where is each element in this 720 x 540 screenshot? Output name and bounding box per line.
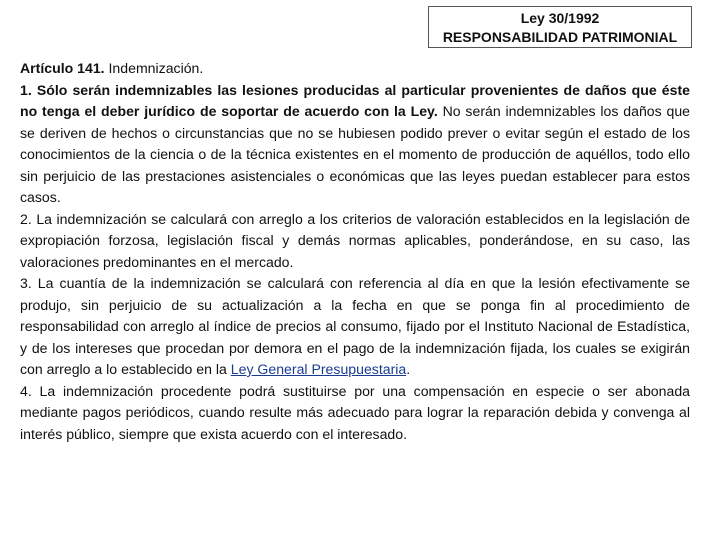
paragraph-3-start: 3. La cuantía de la indemnización se calculará con referencia al día en que la lesión efectivamente se produjo, sin perjuicio de su actualización a la fecha en que se ponga fin al procedimiento de responsabilidad con arreglo al índice de precios al consumo, fijado por el Instituto Nacional de Estadística, y de los intereses que procedan por demora en el pago de la indemnización fijada, los cuales se exigirán con arreglo a lo establecido en la [20, 275, 690, 377]
article-label: Artículo 141. [20, 60, 105, 76]
paragraph-3-end: . [406, 361, 411, 377]
paragraph-4: 4. La indemnización procedente podrá sustituirse por una compensación en especie o ser abonada mediante pagos periódicos, cuando resulte más adecuado para lograr la reparación debida y convenga al interés público, siempre que exista acuerdo con el interesado. [20, 382, 690, 442]
article-title: Indemnización. [108, 60, 204, 76]
ley-general-presupuestaria-link[interactable]: Ley General Presupuestaria [230, 361, 407, 377]
law-number: Ley 30/1992 [520, 10, 600, 26]
paragraph-3 [20, 273, 690, 381]
article-body [20, 58, 690, 445]
law-subject: RESPONSABILIDAD PATRIMONIAL [442, 29, 678, 45]
paragraph-1-rest: No serán indemnizables los daños que se deriven de hechos o circunstancias que no se hubiesen podido prever o evitar según el estado de los conocimientos de la ciencia o de la técnica existentes en el momento de producción de aquéllos, todo ello sin perjuicio de las prestaciones asistenciales o económicas que las leyes puedan establecer para estos casos. [20, 103, 691, 205]
paragraph-2: 2. La indemnización se calculará con arreglo a los criterios de valoración establecidos en la legislación de expropiación forzosa, legislación fiscal y demás normas aplicables, ponderándose, en su caso, las valoraciones predominantes en el mercado. [20, 210, 690, 270]
paragraph-1-bold: 1. Sólo serán indemnizables las lesiones producidas al particular provenientes de daños que éste no tenga el deber jurídico de soportar de acuerdo con la Ley. [20, 81, 690, 119]
paragraph-1 [20, 80, 690, 209]
law-header-box [428, 6, 692, 48]
article-heading [20, 58, 690, 80]
